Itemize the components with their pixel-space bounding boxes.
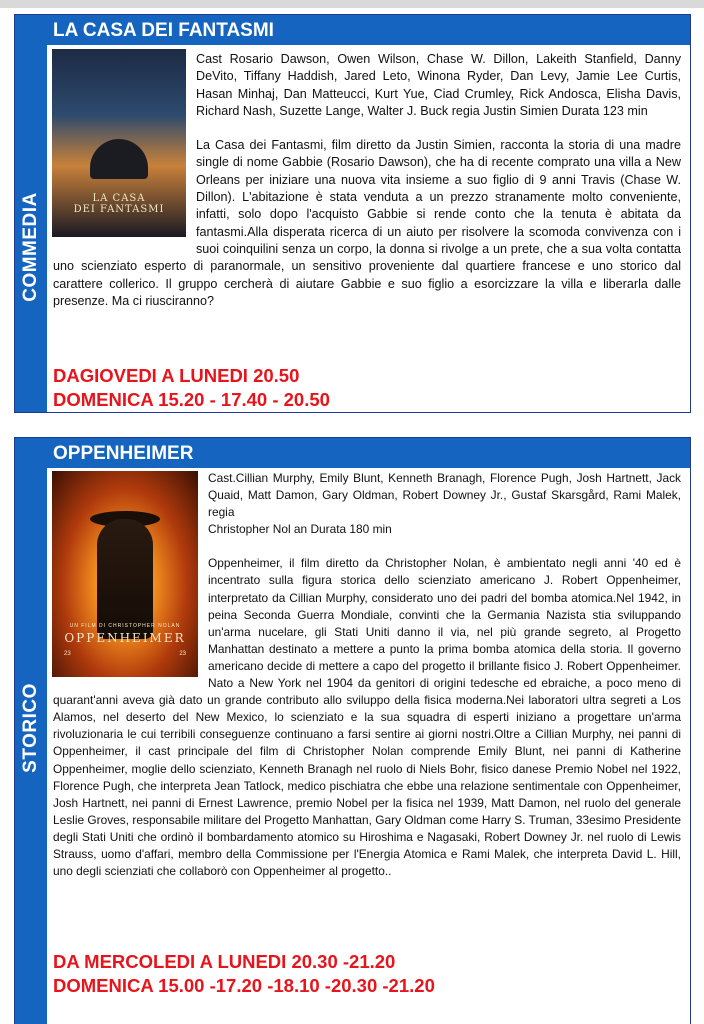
genre-sidebar	[15, 15, 47, 412]
poster-title-line-1: LA CASA	[92, 193, 146, 204]
film-card-la-casa-dei-fantasmi	[14, 14, 691, 413]
cast-credits: Cast.Cillian Murphy, Emily Blunt, Kenneth Branagh, Florence Pugh, Josh Hartnett, Jack Quaid, Matt Damon, Gary Oldman, Robert Downey Jr., Gustaf Skarsgård, Rami Malek, regia	[208, 471, 681, 520]
film-title: LA CASA DEI FANTASMI	[53, 20, 274, 41]
showtimes-sunday: DOMENICA 15.20 - 17.40 - 20.50	[53, 389, 330, 410]
film-description	[53, 51, 681, 327]
top-edge-bar	[0, 0, 704, 8]
genre-label: STORICO	[20, 683, 41, 773]
film-title: OPPENHEIMER	[53, 443, 194, 464]
film-title-bar	[47, 438, 690, 468]
film-card-oppenheimer	[14, 437, 691, 1024]
showtimes-weekday: DA MERCOLEDI A LUNEDI 20.30 -21.20	[53, 951, 396, 972]
director-duration: Christopher Nol an Durata 180 min	[208, 522, 392, 537]
showtimes-sunday: DOMENICA 15.00 -17.20 -18.10 -20.30 -21.20	[53, 975, 435, 996]
genre-label: COMMEDIA	[20, 192, 41, 302]
poster-title: OPPENHEIMER	[64, 631, 186, 645]
poster-date-right: 23	[179, 651, 186, 657]
poster-director-line: UN FILM DI CHRISTOPHER NOLAN	[69, 623, 181, 629]
cast-credits: Cast Rosario Dawson, Owen Wilson, Chase W. Dillon, Lakeith Stanfield, Danny DeVito, Tiffany Haddish, Jared Leto, Winona Ryder, Dan Levy, Jamie Lee Curtis, Hasan Minhaj, Dan Matteucci, Kurt Yue, Ciad Crumley, Rick Andosca, Elisha Davis, Richard Nash, Suzette Lange, Walter J. Buck regia Justin Simien Durata 123 min	[196, 52, 681, 118]
synopsis: La Casa dei Fantasmi, film diretto da Justin Simien, racconta la storia di una madre single di nome Gabbie (Rosario Dawson), che ha di recente comprato una villa a New Orleans per iniziare una nuova vita insieme a suo figlio di 9 anni Travis (Chase W. Dillon). L'abitazione è stata venduta a un prezzo stranamente molto conveniente, infatti, solo dopo l'acquisto Gabbie si rende conto che la tenuta è abitata da fantasmi.Alla disperata ricerca di un aiuto per risolvere la scomoda convivenza con i suoi coinquilini senza un corpo, la donna si rivolge a un prete, che a sua volta contatta uno scienziato esperto di paranormale, un sensitivo proveniente dal quartiere francese e uno storico dal carattere collerico. Il gruppo cercherà di aiutare Gabbie e suo figlio a esorcizzare la villa e liberarla dalle presenze. Ma ci riusciranno?	[53, 138, 681, 308]
poster-title-line-2: DEI FANTASMI	[73, 204, 165, 215]
poster-date-left: 23	[64, 651, 71, 657]
showtimes-weekday: DAGIOVEDI A LUNEDI 20.50	[53, 365, 300, 386]
showtimes	[53, 950, 435, 998]
genre-sidebar	[15, 438, 47, 1024]
film-title-bar	[47, 15, 690, 45]
synopsis: Oppenheimer, il film diretto da Christopher Nolan, è ambientato negli anni '40 ed è incentrato sulla figura storica dello scienziato americano J. Robert Oppenheimer, interpretato da Cillian Murphy, considerato uno dei padri del bomba atomica.Nel 1942, in peina Seconda Guerra Mondiale, convinti che la Germania Nazista stia sviluppando un'arma nucelare, gli Stati Uniti danno il via, nel più grande segreto, al Progetto Manhattan destinato a mettere a punto la prima bomba atomica della storia. Il governo americano decide di mettere a capo del progetto il brillante fisico J. Robert Oppenheimer. Nato a New York nel 1904 da genitori di origini tedesche ed ebraiche, a poco meno di quarant'anni aveva già dato un grande contributo allo sviluppo della fisica moderna.Nei laboratori ultra segreti a Los Alamos, nel deserto del New Mexico, lo scienziato e la sua squadra di esperti iniziano a progettare un'arma rivoluzionaria le cui terribili conseguenze continuano a farsi sentire ai giorni nostri.Oltre a Cillian Murphy, nei panni di Oppenheimer, il cast principale del film di Christopher Nolan comprende Emily Blunt, nei panni di Katherine Oppenheimer, moglie dello scienziato, Kenneth Branagh nel ruolo di Niels Bohr, fisico danese Premio Nobel nel 1922, Florence Pugh, che interpreta Jean Tatlock, medico pischiatra che ebbe una relazione sentimentale con Oppenheimer, Josh Hartnett, nei panni di Ernest Lawrence, premio Nobel per la fisica nel 1939, Matt Damon, nel ruolo del generale Leslie Groves, responsabile militare del Progetto Manhattan, Gary Oldman come Harry S. Truman, 33esimo Presidente degli Stati Uniti che ordinò il bombardamento atomico su Hiroshima e Nagasaki, Robert Downey Jr. nel ruolo di Lewis Strauss, uomo d'affari, membro della Commissione per l'Energia Atomica e Rami Malek, che interpreta David L. Hill, uno degli scienziati che collaborò con Oppenheimer al progetto..	[53, 556, 681, 879]
film-description	[53, 470, 681, 880]
showtimes	[53, 364, 330, 412]
